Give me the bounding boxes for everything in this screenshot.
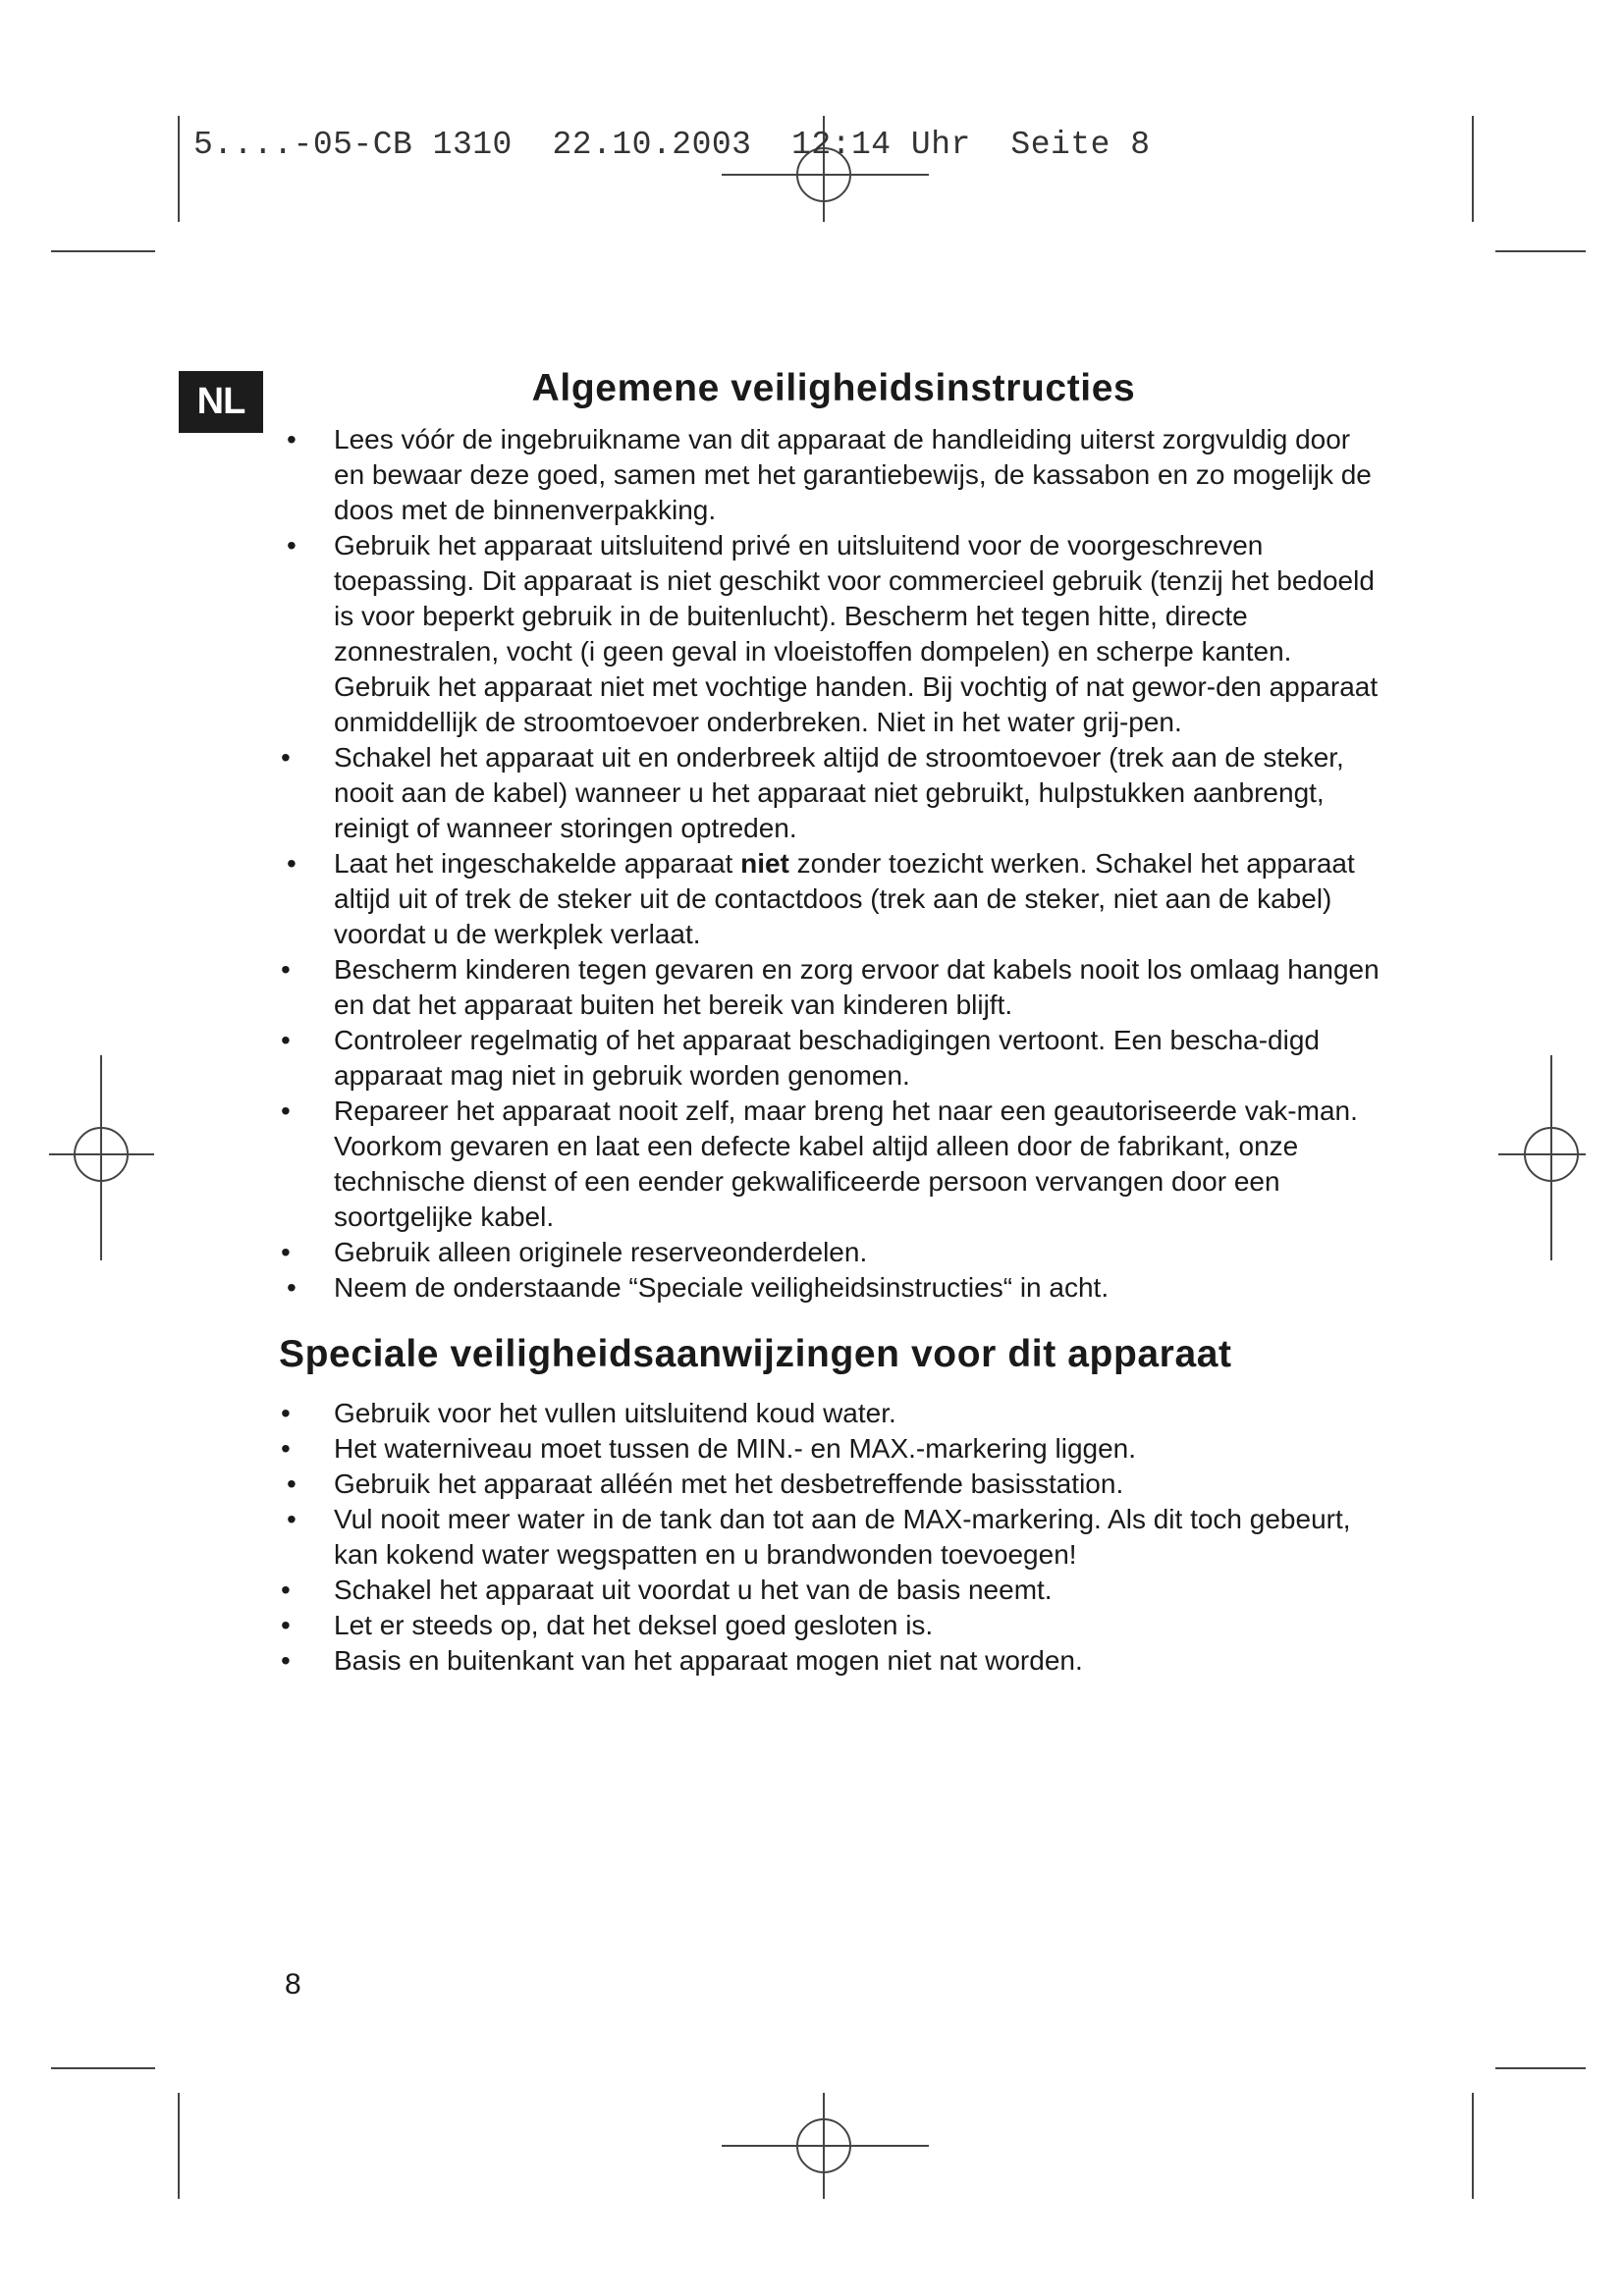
emphasis: niet: [740, 848, 789, 879]
list-item: [279, 1643, 1388, 1679]
list-item-text: Repareer het apparaat nooit zelf, maar breng het naar een geautoriseerde vak-man. Voorkom gevaren en laat een defecte kabel altijd alleen door de fabrikant, onze technische dienst of een eender gekwalificeerde persoon vervangen door een soortgelijke kabel.: [334, 1095, 1358, 1232]
list-item: [279, 1431, 1388, 1467]
list-item-text: Schakel het apparaat uit en onderbreek altijd de stroomtoevoer (trek aan de steker, nooit aan de kabel) wanneer u het apparaat niet gebruikt, hulpstukken aanbrengt, reinigt of wanneer storingen optreden.: [334, 742, 1344, 843]
bullet-icon: •: [287, 530, 297, 561]
bullet-icon: •: [281, 1575, 291, 1605]
page-number: 8: [285, 1968, 301, 2001]
list-item-text: Gebruik het apparaat uitsluitend privé en uitsluitend voor de voorgeschreven toepassing. Dit apparaat is niet geschikt voor commercieel gebruik (tenzij het bedoeld is voor beperkt gebruik in de buitenlucht). Bescherm het tegen hitte, directe zonnestralen, vocht (i geen geval in vloeistoffen dompelen) en scherpe kanten. Gebruik het apparaat niet met vochtige handen. Bij vochtig of nat gewor-den apparaat onmiddellijk de stroomtoevoer onderbreken. Niet in het water grij-pen.: [334, 530, 1379, 737]
general-safety-list: [279, 422, 1388, 1306]
bullet-icon: •: [281, 1433, 291, 1464]
list-item: [279, 740, 1388, 846]
document-body: [279, 361, 1388, 1679]
list-item: [279, 846, 1388, 952]
language-tab: NL: [179, 371, 263, 433]
list-item-text: Neem de onderstaande “Speciale veiligheidsinstructies“ in acht.: [334, 1272, 1110, 1303]
list-item-text: Gebruik voor het vullen uitsluitend koud water.: [334, 1398, 896, 1428]
print-slug: 5....-05-CB 1310 22.10.2003 12:14 Uhr Seite 8: [193, 127, 1151, 163]
list-item: [279, 1608, 1388, 1643]
bullet-icon: •: [281, 1025, 291, 1055]
list-item-text: Let er steeds op, dat het deksel goed gesloten is.: [334, 1610, 934, 1640]
section-title-general-safety: Algemene veiligheidsinstructies: [531, 367, 1136, 409]
bullet-icon: •: [281, 1237, 291, 1267]
list-item: [279, 952, 1388, 1023]
list-item: [279, 1396, 1388, 1431]
bullet-icon: •: [281, 1095, 291, 1126]
list-item-text: Laat het ingeschakelde apparaat niet zonder toezicht werken. Schakel het apparaat altijd uit of trek de steker uit de contactdoos (trek aan de steker, niet aan de kabel) voordat u de werkplek verlaat.: [334, 848, 1355, 949]
list-item-text: Gebruik alleen originele reserveonderdelen.: [334, 1237, 868, 1267]
list-item: [279, 1270, 1388, 1306]
list-item: [279, 528, 1388, 740]
list-item: [279, 1094, 1388, 1235]
bullet-icon: •: [281, 1645, 291, 1676]
bullet-icon: •: [281, 954, 291, 985]
list-item: [279, 1235, 1388, 1270]
list-item-text: Bescherm kinderen tegen gevaren en zorg ervoor dat kabels nooit los omlaag hangen en dat het apparaat buiten het bereik van kinderen blijft.: [334, 954, 1380, 1020]
list-item: [279, 1573, 1388, 1608]
bullet-icon: •: [287, 1504, 297, 1534]
list-item-text: Lees vóór de ingebruikname van dit apparaat de handleiding uiterst zorgvuldig door en bewaar deze goed, samen met het garantiebewijs, de kassabon en zo mogelijk de doos met de binnenverpakking.: [334, 424, 1372, 525]
list-item-text: Controleer regelmatig of het apparaat beschadigingen vertoont. Een bescha-digd apparaat mag niet in gebruik worden genomen.: [334, 1025, 1320, 1091]
bullet-icon: •: [281, 1398, 291, 1428]
bullet-icon: •: [287, 848, 297, 879]
bullet-icon: •: [287, 1272, 297, 1303]
section-title-special-safety: Speciale veiligheidsaanwijzingen voor dit apparaat: [279, 1333, 1232, 1375]
list-item-text: Het waterniveau moet tussen de MIN.- en MAX.-markering liggen.: [334, 1433, 1137, 1464]
bullet-icon: •: [287, 424, 297, 454]
list-item-text: Gebruik het apparaat alléén met het desbetreffende basisstation.: [334, 1468, 1124, 1499]
special-safety-list: [279, 1396, 1388, 1679]
bullet-icon: •: [287, 1468, 297, 1499]
list-item-text: Basis en buitenkant van het apparaat mogen niet nat worden.: [334, 1645, 1083, 1676]
list-item: [279, 422, 1388, 528]
list-item-text: Vul nooit meer water in de tank dan tot aan de MAX-markering. Als dit toch gebeurt, kan kokend water wegspatten en u brandwonden toevoegen!: [334, 1504, 1351, 1570]
bullet-icon: •: [281, 1610, 291, 1640]
list-item-text: Schakel het apparaat uit voordat u het van de basis neemt.: [334, 1575, 1053, 1605]
bullet-icon: •: [281, 742, 291, 773]
list-item: [279, 1467, 1388, 1502]
list-item: [279, 1023, 1388, 1094]
list-item: [279, 1502, 1388, 1573]
